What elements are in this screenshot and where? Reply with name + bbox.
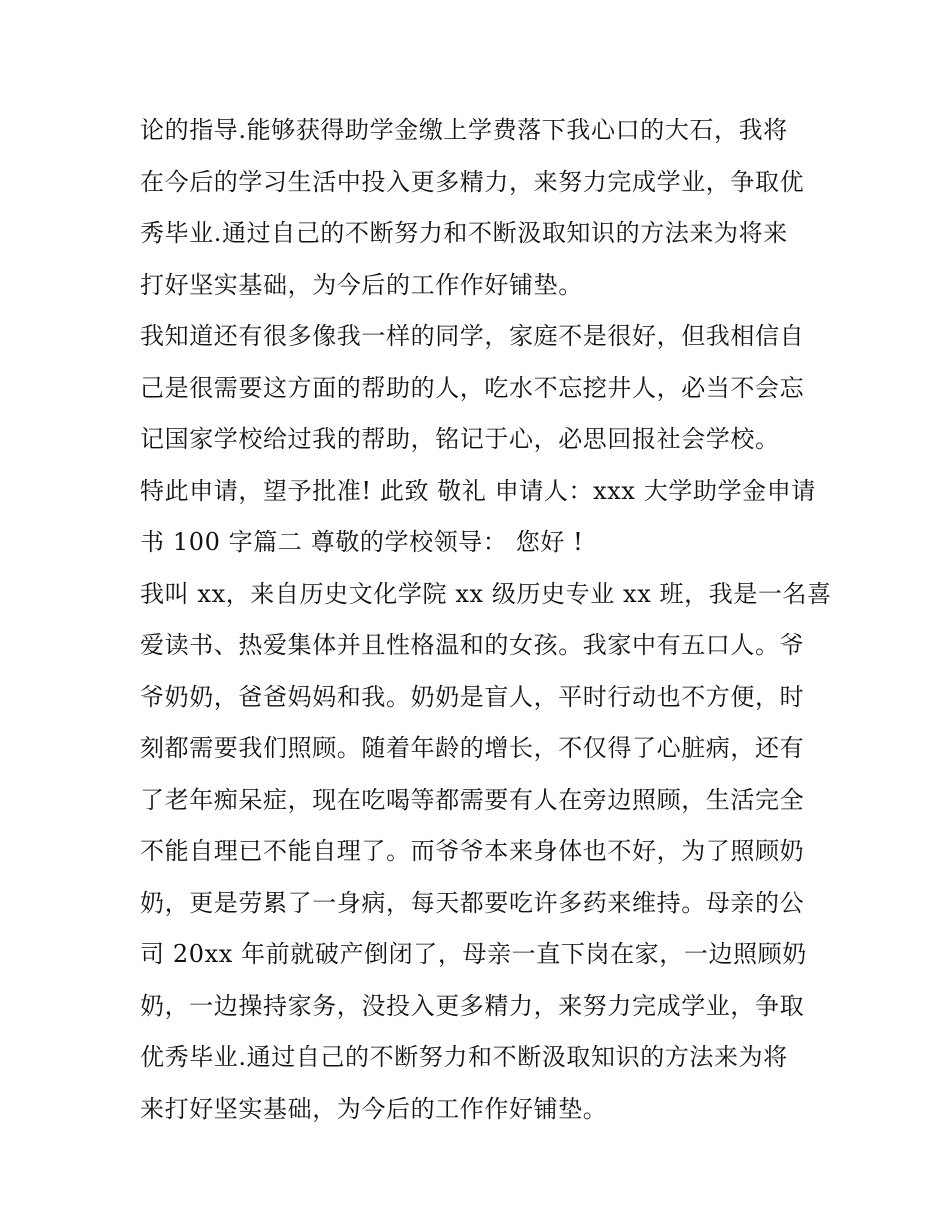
text-line: 不能自理已不能自理了。而爷爷本来身体也不好，为了照顾奶 [140,837,805,865]
document-body [140,105,832,1135]
text-line: 在今后的学习生活中投入更多精力，来努力完成学业，争取优 [140,167,805,196]
text-line: 特此申请，望予批准! 此致 敬礼 申请人：xxx 大学助学金申请 [140,476,816,505]
text-line: 论的指导.能够获得助学金缴上学费落下我心口的大石，我将 [140,116,788,144]
text-line: 奶，更是劳累了一身病，每天都要吃许多药来维持。母亲的公 [140,888,805,917]
text-line: 打好坚实基础，为今后的工作作好铺垫。 [140,270,583,299]
text-line: 书 100 字篇二 尊敬的学校领导： 您好 ! [140,528,584,556]
text-line: 刻都需要我们照顾。随着年龄的增长，不仅得了心脏病，还有 [140,734,805,762]
text-line: 己是很需要这方面的帮助的人，吃水不忘挖井人，必当不会忘 [140,373,805,402]
text-line: 司 20xx 年前就破产倒闭了，母亲一直下岗在家，一边照顾奶 [140,940,807,968]
text-line: 爷奶奶，爸爸妈妈和我。奶奶是盲人，平时行动也不方便，时 [140,682,805,711]
text-line: 我知道还有很多像我一样的同学，家庭不是很好，但我相信自 [140,322,805,350]
text-line: 了老年痴呆症，现在吃喝等都需要有人在旁边照顾，生活完全 [140,785,805,814]
text-line: 优秀毕业.通过自己的不断努力和不断汲取知识的方法来为将 [140,1043,788,1071]
text-line: 秀毕业.通过自己的不断努力和不断汲取知识的方法来为将来 [140,219,788,247]
text-line: 我叫 xx，来自历史文化学院 xx 级历史专业 xx 班，我是一名喜 [140,579,832,608]
text-line: 爱读书、热爱集体并且性格温和的女孩。我家中有五口人。爷 [140,631,805,659]
text-line: 奶，一边操持家务，没投入更多精力，来努力完成学业，争取 [140,991,805,1020]
text-line: 来打好坚实基础，为今后的工作作好铺垫。 [140,1094,608,1123]
text-line: 记国家学校给过我的帮助，铭记于心，必思回报社会学校。 [140,425,780,453]
